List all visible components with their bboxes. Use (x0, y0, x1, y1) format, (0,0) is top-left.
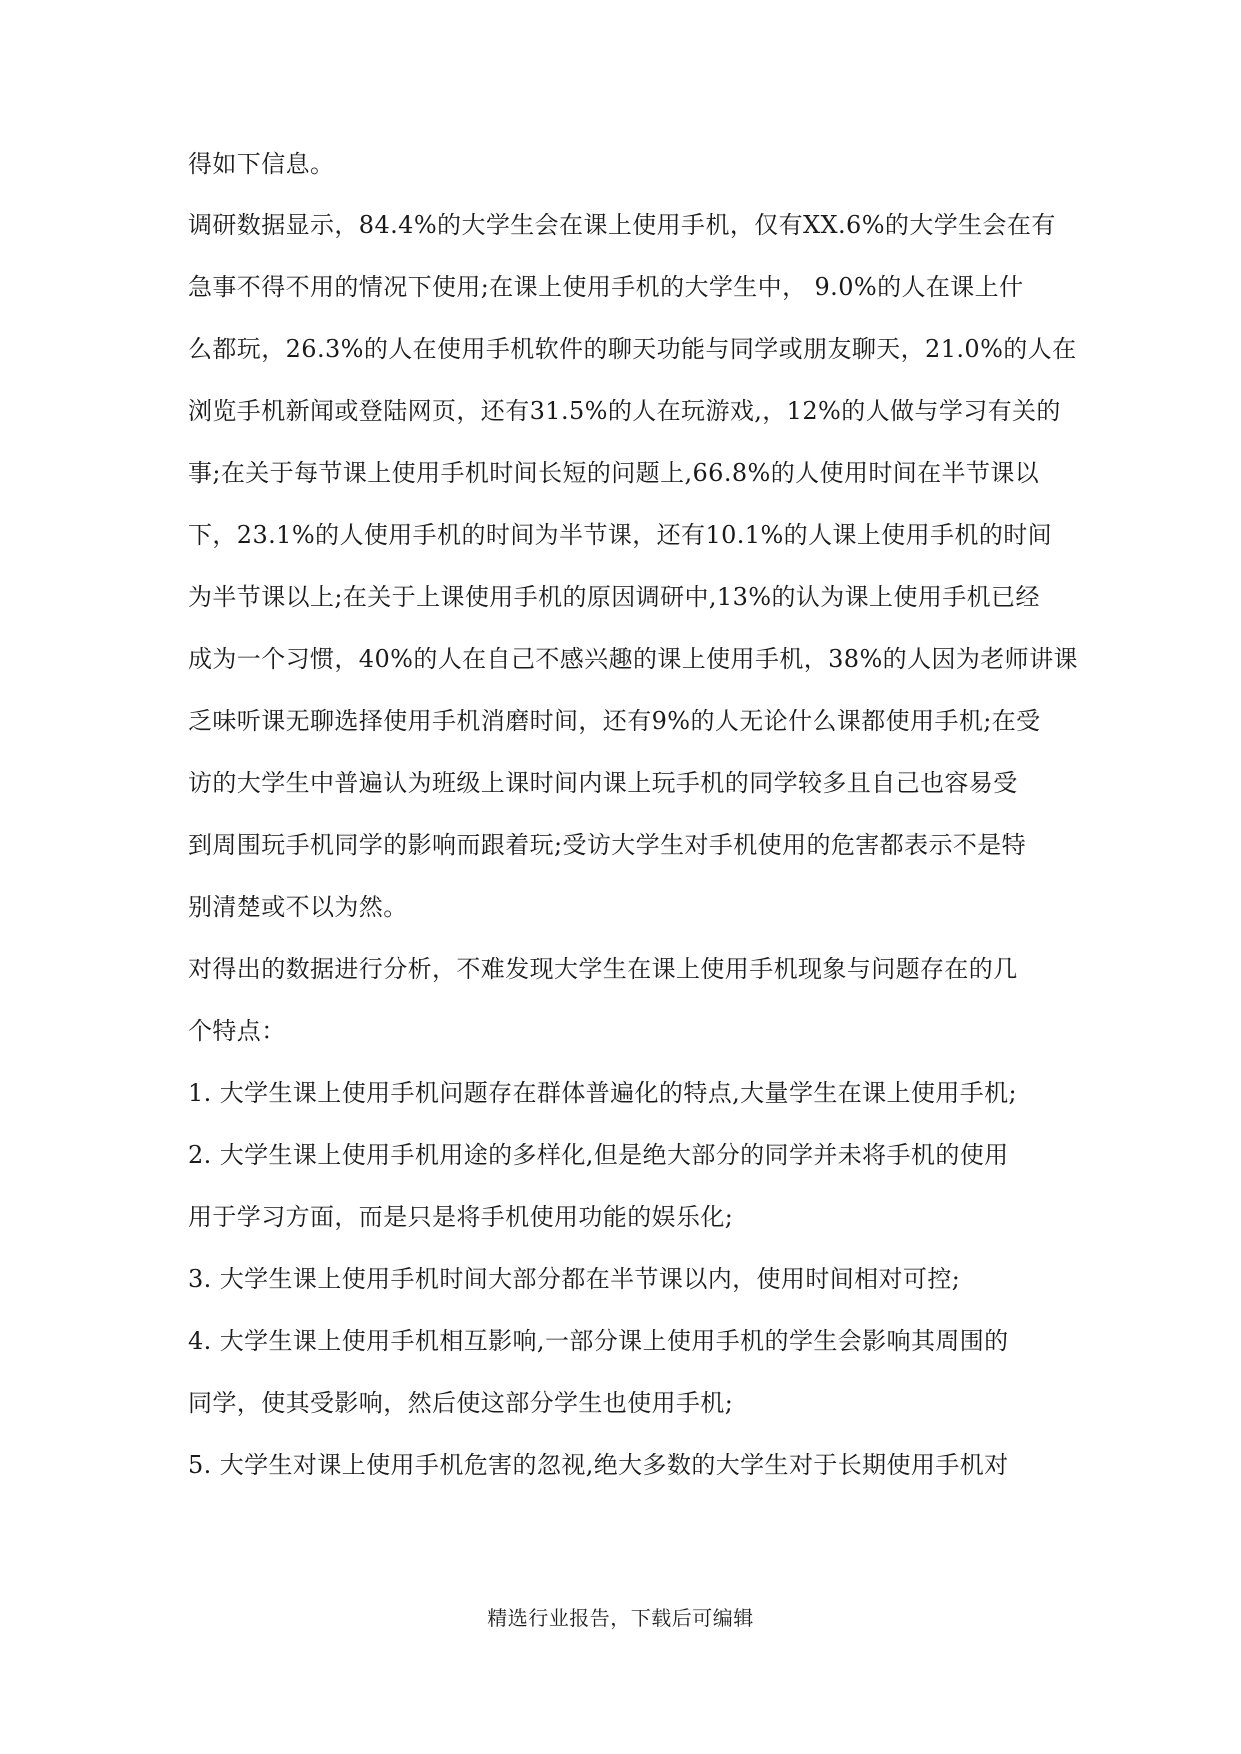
text-line: 访的大学生中普遍认为班级上课时间内课上玩手机的同学较多且自己也容易受 (188, 769, 1018, 797)
list-item: 1. 大学生课上使用手机问题存在群体普遍化的特点,大量学生在课上使用手机; (188, 1079, 1018, 1107)
text-line: 同学，使其受影响，然后使这部分学生也使用手机; (188, 1389, 734, 1417)
text-line: 么都玩，26.3%的人在使用手机软件的聊天功能与同学或朋友聊天，21.0%的人在 (188, 335, 1077, 363)
list-item: 4. 大学生课上使用手机相互影响,一部分课上使用手机的学生会影响其周围的 (188, 1327, 1009, 1355)
text-line: 下，23.1%的人使用手机的时间为半节课，还有10.1%的人课上使用手机的时间 (188, 521, 1053, 549)
text-line: 个特点： (188, 1017, 286, 1045)
text-line: 对得出的数据进行分析，不难发现大学生在课上使用手机现象与问题存在的几 (188, 955, 1018, 983)
page-footer: 精选行业报告，下载后可编辑 (487, 1606, 754, 1630)
text-line: 别清楚或不以为然。 (188, 893, 408, 921)
list-item: 2. 大学生课上使用手机用途的多样化,但是绝大部分的同学并未将手机的使用 (188, 1141, 1009, 1169)
text-line: 调研数据显示，84.4%的大学生会在课上使用手机，仅有XX.6%的大学生会在有 (188, 211, 1056, 239)
text-line: 乏味听课无聊选择使用手机消磨时间，还有9%的人无论什么课都使用手机;在受 (188, 707, 1041, 735)
text-line: 浏览手机新闻或登陆网页，还有31.5%的人在玩游戏,，12%的人做与学习有关的 (188, 397, 1061, 425)
text-line: 事;在关于每节课上使用手机时间长短的问题上,66.8%的人使用时间在半节课以 (188, 459, 1040, 487)
text-line: 到周围玩手机同学的影响而跟着玩;受访大学生对手机使用的危害都表示不是特 (188, 831, 1027, 859)
text-line: 用于学习方面，而是只是将手机使用功能的娱乐化; (188, 1203, 734, 1231)
list-item: 5. 大学生对课上使用手机危害的忽视,绝大多数的大学生对于长期使用手机对 (188, 1451, 1009, 1479)
text-line: 得如下信息。 (188, 150, 335, 178)
text-line: 为半节课以上;在关于上课使用手机的原因调研中,13%的认为课上使用手机已经 (188, 583, 1040, 611)
text-line: 成为一个习惯，40%的人在自己不感兴趣的课上使用手机，38%的人因为老师讲课 (188, 645, 1078, 673)
list-item: 3. 大学生课上使用手机时间大部分都在半节课以内，使用时间相对可控; (188, 1265, 961, 1293)
text-line: 急事不得不用的情况下使用;在课上使用手机的大学生中， 9.0%的人在课上什 (188, 273, 1024, 301)
